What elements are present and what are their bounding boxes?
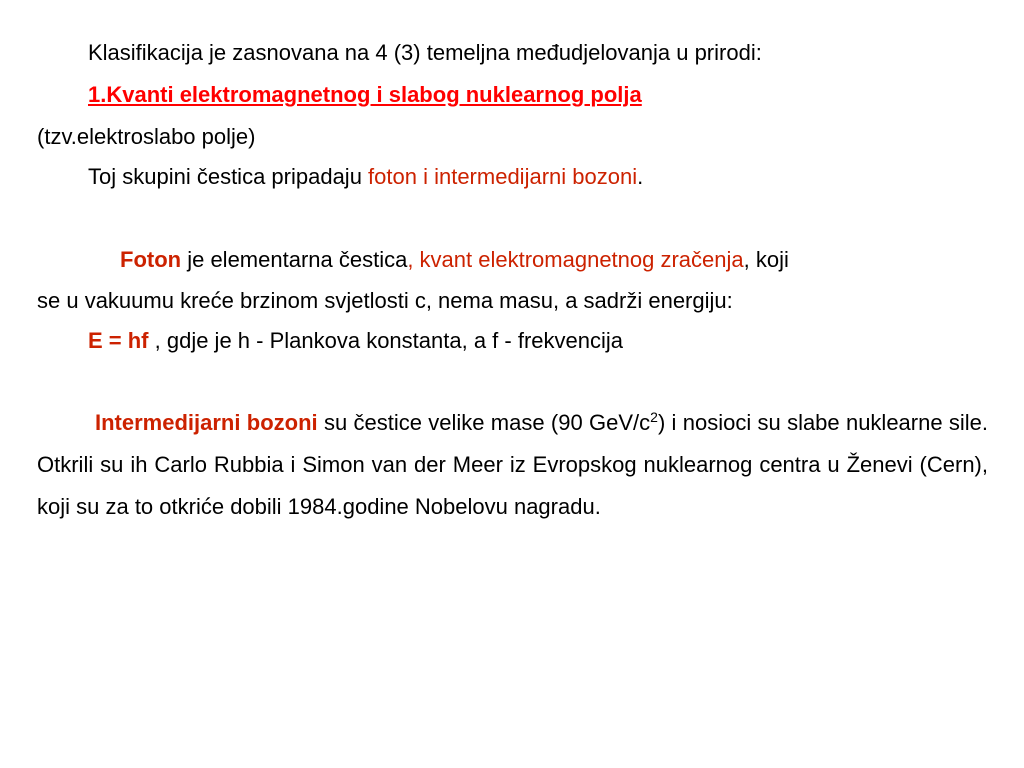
photon-text1: je elementarna čestica [181,247,408,272]
section-subheading-text: (tzv.elektroslabo polje) [37,124,256,149]
bosons-superscript: 2 [650,409,658,425]
formula-explanation: , gdje je h - Plankova konstanta, a f - frekvencija [148,328,623,353]
energy-formula: E = hf [88,328,149,353]
photon-highlight: , kvant elektromagnetnog zračenja [407,247,744,272]
photon-line2-text: se u vakuumu kreće brzinom svjetlosti c, nema masu, a sadrži energiju: [37,288,733,313]
photon-definition-line2 [37,288,733,314]
intro-text [88,40,762,66]
bosons-term: Intermedijarni bozoni [95,410,318,435]
photon-definition-line1 [120,247,789,273]
formula-line [88,328,623,354]
section-heading-text: 1.Kvanti elektromagnetnog i slabog nuklearnog polja [88,82,642,107]
section-subheading [37,124,255,150]
bosons-paragraph [37,402,988,528]
particle-group-line [88,164,643,190]
particle-group-text: Toj skupini čestica pripadaju [88,164,369,189]
bosons-text1: su čestice velike mase (90 GeV/c [317,410,651,435]
particle-group-period: . [637,164,644,189]
section-heading [88,82,642,108]
photon-term: Foton [120,247,182,272]
photon-text2: , koji [743,247,789,272]
intro-line: Klasifikacija je zasnovana na 4 (3) temeljna međudjelovanja u prirodi: [88,40,762,65]
particle-group-highlight: foton i intermedijarni bozoni [368,164,638,189]
bosons-text2: ) i nosioci su slabe nuklearne sile. Otkrili su ih Carlo Rubbia i Simon van der Meer iz Evropskog nuklearnog centra u Ženevi (Cern), koji su za to otkriće dobili 1984.godine Nobelovu nagradu. [37,410,989,519]
